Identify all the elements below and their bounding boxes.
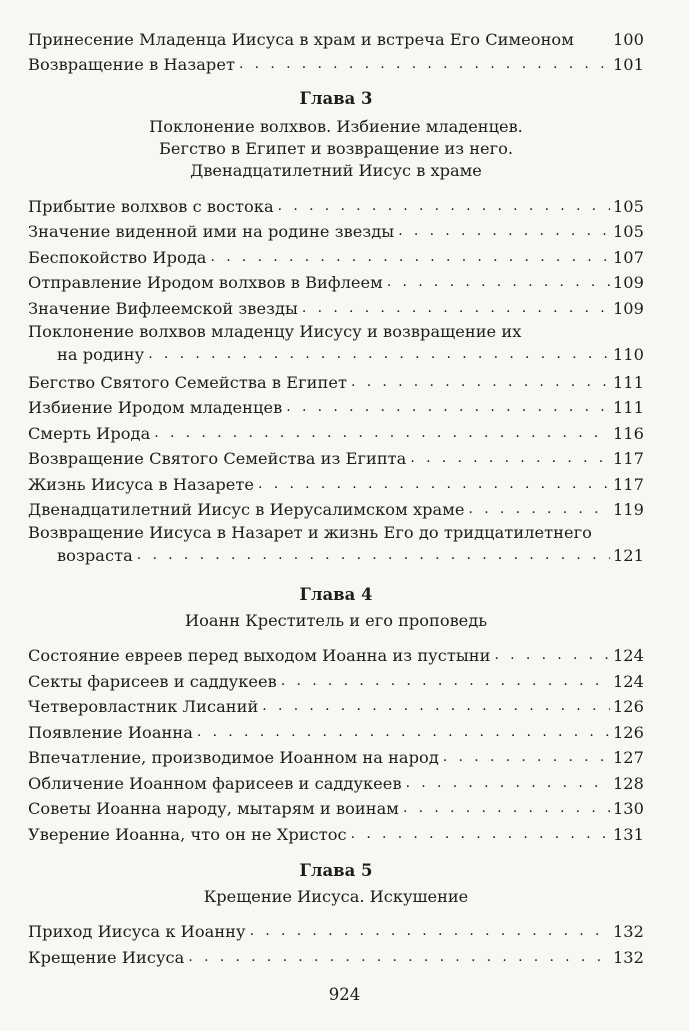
toc-entry (28, 718, 644, 744)
toc-entry (28, 243, 644, 269)
toc-leader-dots (258, 473, 610, 496)
toc-entry-page: 105 (612, 222, 644, 241)
toc-entry (28, 918, 644, 944)
toc-entry-title: Беспокойство Ирода (28, 247, 207, 267)
toc-entry-page: 116 (612, 423, 644, 443)
toc-leader-dots (351, 823, 610, 846)
chapter-heading: Глава 3 (299, 89, 373, 108)
toc-entry-page: 110 (612, 344, 644, 364)
toc-entry (28, 368, 644, 394)
toc-leader-dots (286, 396, 610, 419)
toc-entry-page: 132 (612, 922, 644, 941)
toc-leader-dots (211, 246, 610, 269)
toc-leader-dots (250, 920, 610, 943)
toc-entry (28, 693, 644, 719)
toc-entry-page: 126 (612, 722, 644, 742)
toc-leader-dots (148, 343, 610, 366)
toc-entry (28, 470, 644, 496)
toc-entry-title: Значение Вифлеемской звезды (28, 298, 298, 318)
toc-entry (28, 820, 644, 846)
toc-entry (28, 744, 644, 770)
toc-entry-page: 111 (612, 398, 644, 417)
toc-leader-dots (403, 797, 610, 820)
toc-entry (28, 667, 644, 693)
toc-entry (28, 445, 644, 471)
toc-leader-dots (302, 297, 610, 320)
toc-entry-title: Уверение Иоанна, что он не Христос (28, 824, 347, 844)
toc-leader-dots (262, 695, 610, 718)
toc-leader-dots (469, 498, 610, 521)
chapter-heading: Глава 5 (299, 860, 373, 880)
toc-entry-title: Крещение Иисуса (28, 947, 185, 967)
toc-entry (28, 943, 644, 969)
toc-entry-title: Прибытие волхвов с востока (28, 196, 274, 216)
toc-entry-continuation: на родину (57, 344, 145, 364)
toc-entry-page: 119 (612, 500, 644, 519)
toc-entry-title: Отправление Иродом волхвов в Вифлеем (28, 273, 383, 292)
toc-entry-title: Состояние евреев перед выходом Иоанна из пустыни (28, 646, 491, 665)
toc-entry (28, 269, 644, 295)
toc-entry-title: Возвращение Святого Семейства из Египта (28, 449, 407, 468)
toc-entry-page: 117 (612, 449, 644, 468)
toc-leader-dots (410, 447, 610, 470)
toc-leader-dots (154, 422, 610, 445)
toc-entry-title: Впечатление, производимое Иоанном на народ (28, 748, 439, 767)
toc-entry-title: Появление Иоанна (28, 722, 193, 742)
toc-entry-title: Бегство Святого Семейства в Египет (28, 372, 347, 392)
toc-entry-title: Поклонение волхвов младенцу Иисусу и возвращение их (28, 321, 522, 341)
toc-entry-title: Приход Иисуса к Иоанну (28, 922, 246, 941)
toc-entry-page: 100 (612, 29, 644, 49)
toc-leader-dots (197, 721, 610, 744)
toc-entry-title: Смерть Ирода (28, 423, 151, 443)
table-of-contents (28, 25, 644, 969)
toc-leader-dots (281, 670, 610, 693)
toc-leader-dots (278, 195, 610, 218)
page-number: 924 (328, 985, 361, 1004)
toc-entry-page: 130 (612, 799, 644, 818)
toc-entry-title: Секты фарисеев и саддукеев (28, 671, 277, 691)
toc-entry (28, 51, 644, 77)
toc-leader-dots (188, 946, 610, 969)
toc-leader-dots (351, 371, 610, 394)
toc-entry (28, 394, 644, 420)
toc-entry (28, 496, 644, 522)
toc-entry-title: Принесение Младенца Иисуса в храм и встреча Его Симеоном (28, 29, 574, 49)
toc-entry (28, 521, 644, 570)
toc-entry (28, 642, 644, 668)
toc-entry (28, 795, 644, 821)
toc-entry-title: Возвращение Иисуса в Назарет и жизнь Его до тридцатилетнего (28, 523, 592, 542)
toc-entry (28, 218, 644, 244)
toc-entry-page: 111 (612, 372, 644, 392)
toc-entry (28, 769, 644, 795)
toc-entry-title: Обличение Иоанном фарисеев и саддукеев (28, 773, 402, 793)
toc-entry-continuation: возраста (57, 546, 133, 565)
toc-entry-page: 132 (612, 947, 644, 967)
toc-entry (28, 25, 644, 51)
toc-entry-title: Двенадцатилетний Иисус в Иерусалимском храме (28, 500, 465, 519)
toc-entry-title: Избиение Иродом младенцев (28, 398, 283, 417)
toc-entry (28, 419, 644, 445)
chapter-subtitle: Иоанн Креститель и его проповедь (184, 610, 488, 630)
toc-entry-page: 121 (612, 546, 644, 565)
toc-leader-dots (387, 271, 610, 294)
toc-entry-title: Возвращение в Назарет (28, 55, 235, 74)
toc-entry (28, 294, 644, 320)
chapter-heading: Глава 4 (299, 584, 373, 604)
toc-leader-dots (239, 53, 610, 76)
chapter-subtitle: Бегство в Египет и возвращение из него. (159, 139, 513, 158)
toc-leader-dots (406, 772, 610, 795)
toc-entry-page: 105 (612, 196, 644, 216)
toc-entry (28, 192, 644, 218)
toc-entry-page: 131 (612, 824, 644, 844)
toc-leader-dots (494, 644, 609, 667)
toc-entry-page: 117 (612, 474, 644, 494)
toc-entry-page: 126 (612, 697, 644, 716)
toc-entry-title: Советы Иоанна народу, мытарям и воинам (28, 799, 399, 818)
chapter-subtitle: Крещение Иисуса. Искушение (203, 886, 469, 906)
toc-leader-dots (443, 746, 610, 769)
toc-leader-dots (398, 220, 610, 243)
toc-entry-page: 124 (612, 646, 644, 665)
chapter-subtitle: Двенадцатилетний Иисус в храме (190, 161, 482, 180)
toc-entry-page: 107 (612, 247, 644, 267)
toc-entry-page: 109 (612, 298, 644, 318)
toc-entry-title: Значение виденной ими на родине звезды (28, 222, 395, 241)
toc-entry-title: Жизнь Иисуса в Назарете (28, 474, 255, 494)
toc-leader-dots (137, 544, 610, 567)
toc-entry-page: 127 (612, 748, 644, 767)
toc-entry (28, 320, 644, 369)
chapter-subtitle: Поклонение волхвов. Избиение младенцев. (149, 117, 523, 136)
toc-entry-page: 109 (612, 273, 644, 292)
toc-entry-page: 101 (612, 55, 644, 74)
toc-entry-title: Четверовластник Лисаний (28, 697, 259, 716)
toc-entry-page: 128 (612, 773, 644, 793)
toc-entry-page: 124 (612, 671, 644, 691)
